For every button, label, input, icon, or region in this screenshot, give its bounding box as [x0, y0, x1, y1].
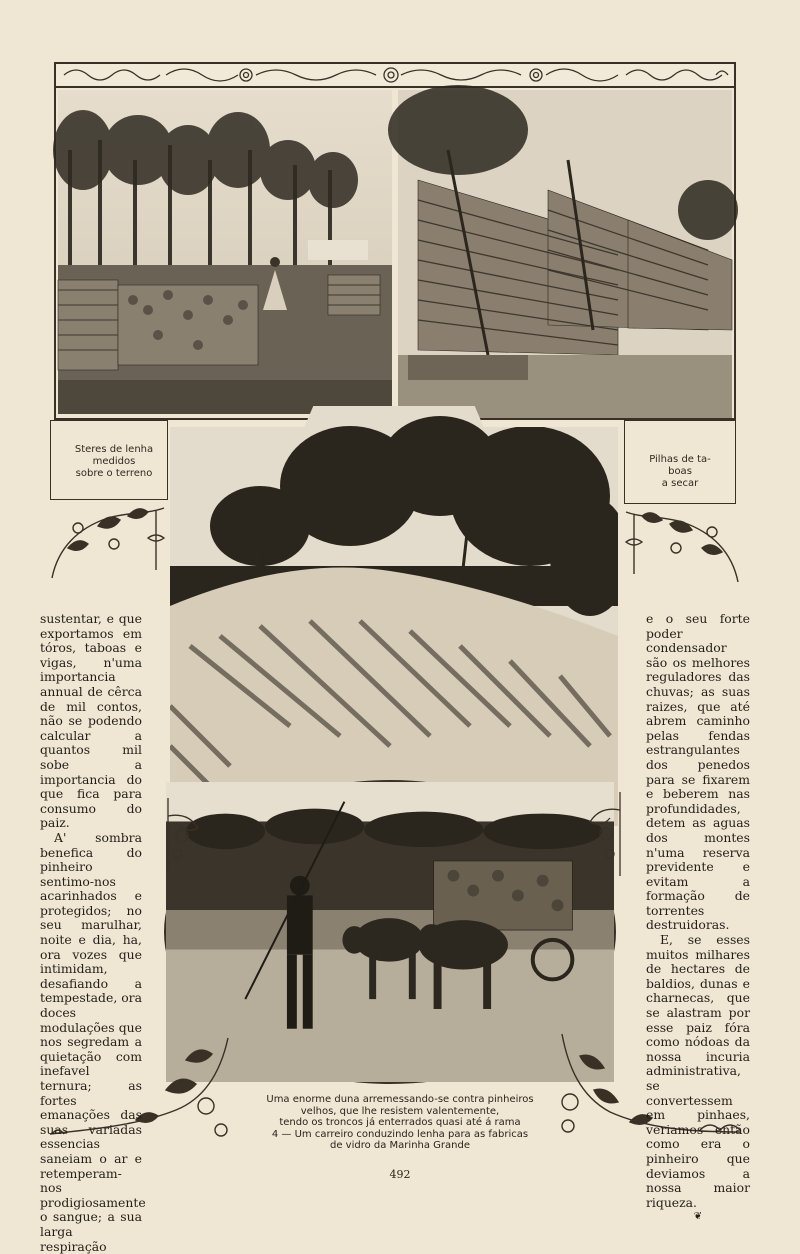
floral-ornament-left — [48, 498, 168, 582]
caption-line: Steres de lenha — [74, 444, 154, 455]
paragraph: sustentar, e que exportamos em tóros, taboas e vigas, n'uma importancia annual de cêrca de mil contos, não se podendo calcular a quantos mil sobe a importancia do que fica para consumo do paiz. — [40, 611, 142, 831]
paragraph: A' sombra benefica do pinheiro sentimo-nos acarinhados e protegidos; no seu marulhar, noite e dia, ha, ora vozes que intimidam, desafiando a tempestade, ora doces modulações que nos segredam a quietação com inefavel ternura; as fortes emanações das suas variadas essencias saneiam o ar e retemperam-nos prodigiosamente o sangue; a sua larga respiração — [40, 829, 146, 1254]
caption-line: Pilhas de ta- — [649, 454, 711, 465]
paragraph: e o seu forte poder condensador são os melhores reguladores das chuvas; as suas raizes, que até abrem caminho pelas fendas estrangulantes dos penedos para se fixarem e beberem nas profundidades, detem as aguas dos montes n'uma reserva previdente e evitam a formação de torrentes destruidoras. — [646, 611, 750, 933]
caption-line: medidos — [92, 456, 136, 467]
caption-dune-and-cart — [240, 1094, 560, 1152]
scroll-ornament-left — [164, 796, 208, 874]
caption-frame-right — [624, 420, 736, 504]
caption-line: a secar — [661, 478, 699, 489]
right-text-column — [646, 612, 750, 1225]
floral-ornament-right — [622, 502, 742, 586]
caption-line: de vidro da Marinha Grande — [329, 1140, 471, 1151]
caption-line: tendo os troncos já enterrados quasi até á rama — [279, 1117, 521, 1128]
photo-dune — [170, 406, 618, 826]
left-text-column — [40, 611, 146, 1254]
end-mark: ❦ — [693, 1211, 703, 1223]
photo-firewood-stacks — [58, 90, 392, 414]
scroll-ornament-right — [580, 790, 624, 878]
photo-plank-stacks — [398, 90, 732, 418]
paragraph: E, se esses muitos milhares de hectares de baldios, dunas e charnecas, que se alastram por esse paiz fóra como nódoas da nossa incuria administrativa, se convertessem em pinhaes, veriamos então como era o pinheiro que deviamos a nossa maior riqueza. — [646, 932, 750, 1210]
caption-frame-left — [50, 420, 168, 500]
caption-line: 4 — Um carreiro conduzindo lenha para as fabricas — [271, 1128, 529, 1140]
caption-line: sobre o terreno — [75, 468, 153, 479]
caption-line: velhos, que lhe resistem valentemente, — [300, 1105, 500, 1117]
page-number: 492 — [389, 1168, 411, 1181]
caption-line: boas — [668, 466, 692, 477]
caption-line: Uma enorme duna arremessando-se contra pinheiros — [266, 1094, 534, 1105]
